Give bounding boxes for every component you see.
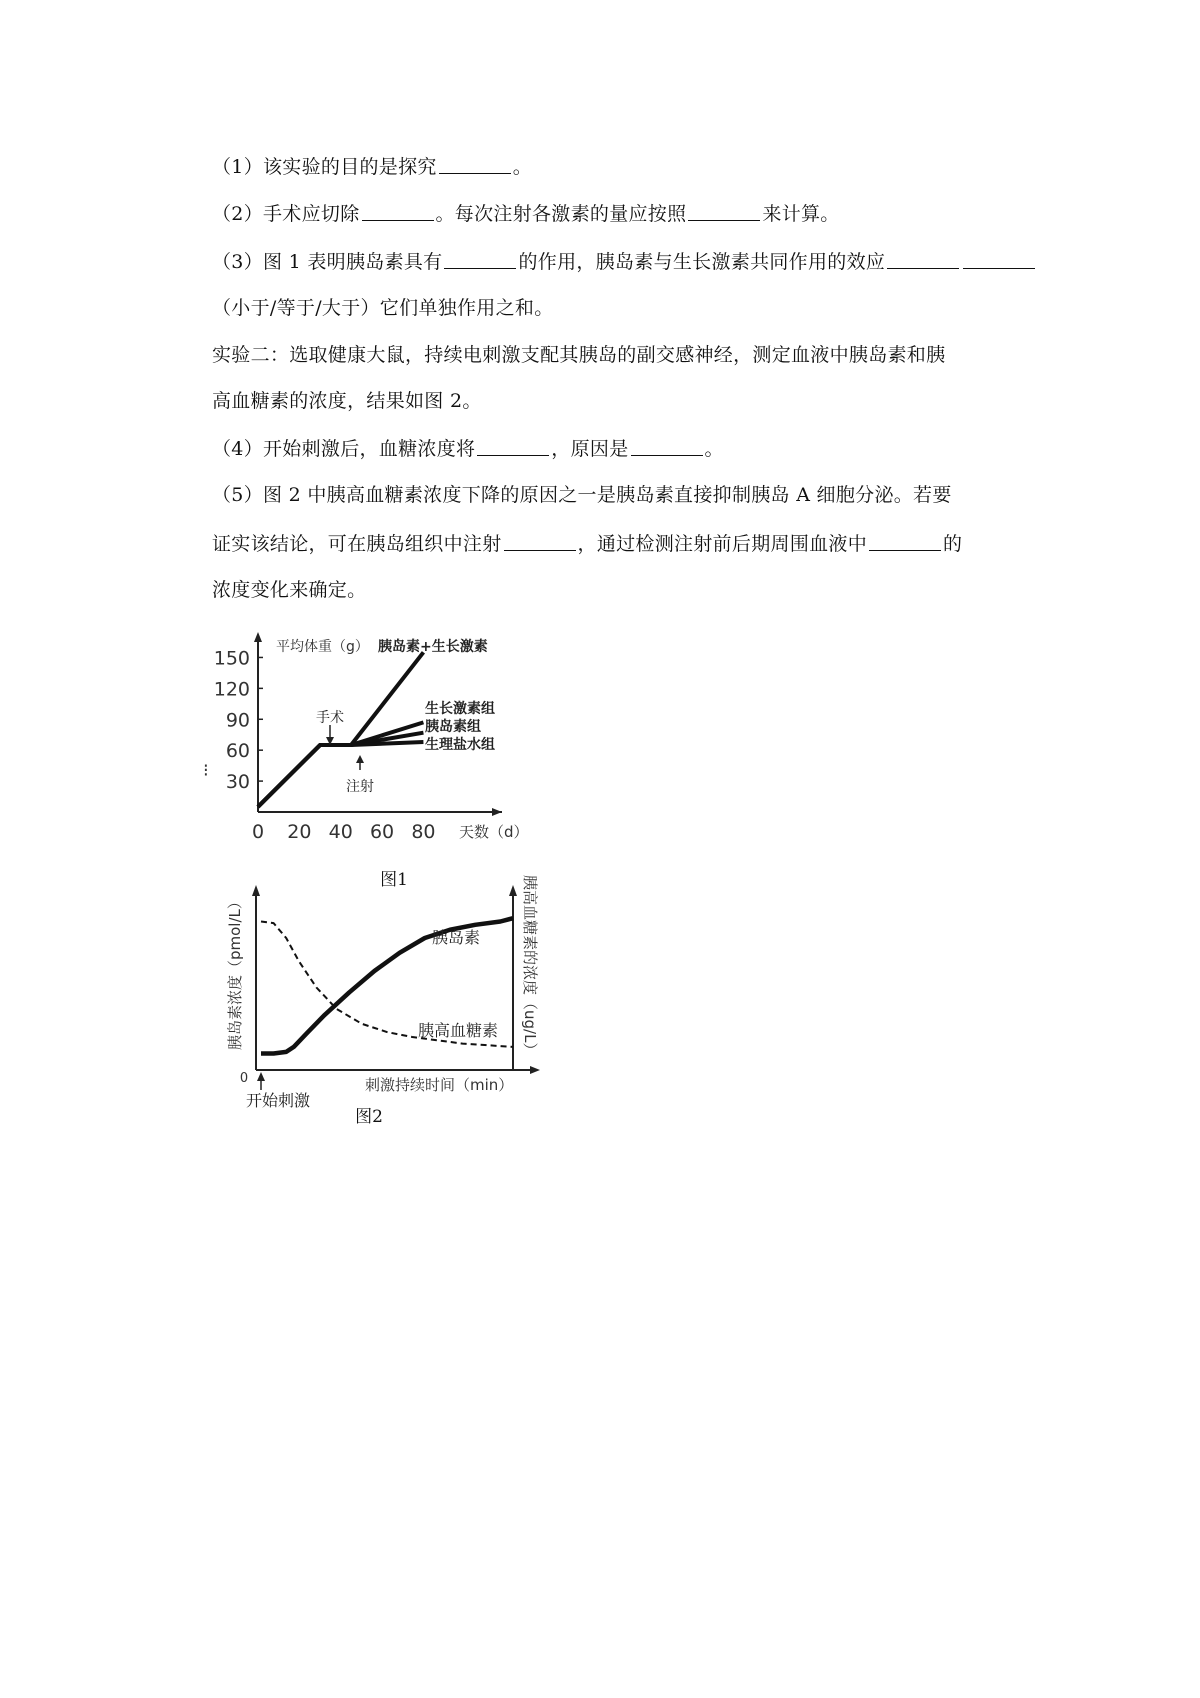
question-text: （3）图 1 表明胰岛素具有	[212, 251, 443, 273]
question-text: 来计算。	[762, 203, 840, 225]
question-text: 的	[943, 533, 963, 555]
start-label: 开始刺激	[246, 1091, 311, 1110]
figure-1-caption: 图1	[380, 870, 408, 890]
series-label: 胰岛素组	[425, 719, 481, 735]
question-text: ，通过检测注射前后期周围血液中	[577, 533, 868, 555]
x-axis-arrow	[530, 1066, 540, 1074]
y-axis-label: 平均体重（g）	[276, 639, 369, 655]
question-text: 证实该结论，可在胰岛组织中注射	[212, 533, 502, 555]
series-label: 生理盐水组	[425, 737, 495, 753]
question-text: 浓度变化来确定。	[212, 579, 367, 601]
y-axis-label-right: 胰高血糖素的浓度（ug/L）	[521, 875, 539, 1058]
question-text: （1）该实验的目的是探究	[212, 156, 437, 178]
figure-2-caption: 图2	[355, 1107, 383, 1127]
y-tick-label: 60	[225, 740, 250, 763]
series-label: 胰岛素	[432, 928, 481, 947]
x-tick-label: 40	[328, 821, 353, 843]
injection-label: 注射	[346, 779, 374, 795]
x-tick-label: 80	[411, 821, 436, 843]
question-text: （小于/等于/大于）它们单独作用之和。	[212, 297, 554, 319]
origin-label: 0	[239, 1071, 249, 1086]
question-text: （2）手术应切除	[212, 203, 360, 225]
x-tick-label: 20	[287, 821, 312, 843]
x-axis-label: 刺激持续时间（min）	[365, 1076, 514, 1094]
y-axis-left-arrow	[252, 885, 260, 896]
question-text: 的作用，胰岛素与生长激素共同作用的效应	[518, 251, 886, 273]
y-axis-right-arrow	[509, 885, 517, 896]
x-tick-label: 0	[251, 821, 265, 843]
y-tick-label: 150	[213, 647, 250, 670]
question-text: 实验二：选取健康大鼠，持续电刺激支配其胰岛的副交感神经，测定血液中胰岛素和胰	[212, 344, 946, 366]
series-label: 胰高血糖素	[418, 1021, 499, 1040]
x-axis-label: 天数（d）	[459, 823, 529, 841]
y-tick-label: 30	[225, 771, 250, 794]
question-text: 。每次注射各激素的量应按照	[435, 203, 687, 225]
question-text: （4）开始刺激后，血糖浓度将	[212, 438, 476, 460]
start-arrowhead	[257, 1072, 265, 1081]
question-text: 。	[704, 438, 724, 460]
series-label: 胰岛素+生长激素	[378, 639, 488, 655]
question-text: （5）图 2 中胰高血糖素浓度下降的原因之一是胰岛素直接抑制胰岛 A 细胞分泌。若要	[212, 484, 952, 506]
y-tick-label: 90	[225, 709, 250, 732]
question-text: 高血糖素的浓度，结果如图 2。	[212, 390, 482, 412]
y-tick-label: 120	[213, 678, 250, 701]
question-text: 。	[512, 156, 533, 178]
x-tick-label: 60	[369, 821, 395, 843]
surgery-label: 手术	[316, 710, 344, 726]
question-text: ，原因是	[551, 438, 629, 460]
stray-mark: ⁝	[203, 760, 209, 781]
y-axis-label-left: 胰岛素浓度（pmol/L）	[226, 894, 244, 1050]
series-label: 生长激素组	[425, 701, 495, 717]
